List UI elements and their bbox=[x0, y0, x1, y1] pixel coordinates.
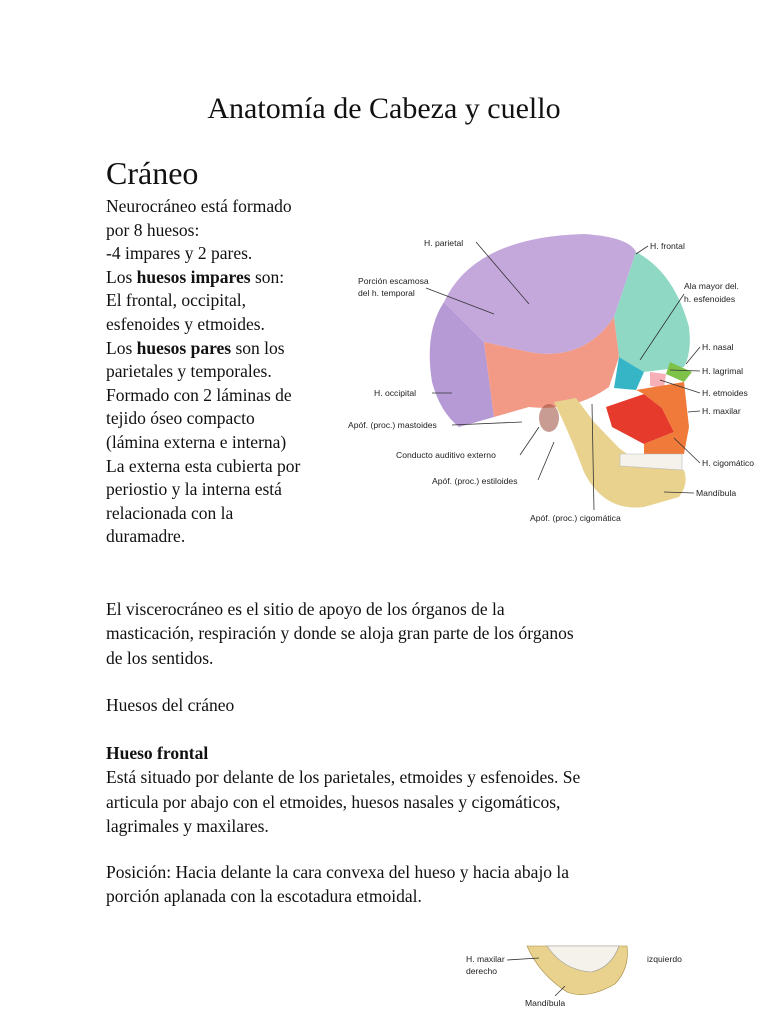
label-mastoides: Apóf. (proc.) mastoides bbox=[348, 420, 437, 430]
posicion-paragraph: Posición: Hacia delante la cara convexa del hueso y hacia abajo la porción aplanada con la escotadura etmoidal. bbox=[106, 862, 570, 907]
label-ala-1: Ala mayor del. bbox=[684, 281, 739, 291]
intro-line: tejido óseo compacto bbox=[106, 408, 255, 429]
intro-line: (lámina externa e interna) bbox=[106, 431, 287, 452]
intro-line: esfenoides y etmoides. bbox=[106, 313, 265, 334]
intro-line: periostio y la interna está bbox=[106, 479, 282, 500]
hueso-frontal-section: Hueso frontal Está situado por delante de los parietales, etmoides y esfenoides. Se articula por abajo con el etmoides, huesos nasales y cigomáticos, lagrimales y maxilares. bbox=[106, 741, 666, 839]
intro-line: parietales y temporales. bbox=[106, 361, 272, 382]
intro-line: Formado con 2 láminas de bbox=[106, 384, 292, 405]
bold-huesos-pares: huesos pares bbox=[136, 337, 232, 358]
label-ala-2: h. esfenoides bbox=[684, 294, 736, 304]
intro-line: Los huesos impares son: bbox=[106, 266, 285, 287]
label-etmoides: H. etmoides bbox=[702, 388, 748, 398]
intro-line: Los huesos pares son los bbox=[106, 337, 285, 358]
label-maxilar: H. maxilar bbox=[702, 406, 741, 416]
label-estiloides: Apóf. (proc.) estiloides bbox=[432, 476, 518, 486]
label-nasal: H. nasal bbox=[702, 342, 734, 352]
label-mandibula: Mandíbula bbox=[696, 488, 737, 498]
label-escamosa-2: del h. temporal bbox=[358, 288, 415, 298]
hueso-frontal-heading: Hueso frontal bbox=[106, 743, 209, 763]
label-escamosa-1: Porción escamosa bbox=[358, 276, 429, 286]
page-title: Anatomía de Cabeza y cuello bbox=[207, 92, 561, 125]
intro-line: El frontal, occipital, bbox=[106, 290, 246, 311]
intro-line: -4 impares y 2 pares. bbox=[106, 243, 253, 264]
label-lagrimal: H. lagrimal bbox=[702, 366, 744, 376]
label-maxilar-derecho-1: H. maxilar bbox=[466, 954, 505, 964]
label-conducto: Conducto auditivo externo bbox=[396, 450, 496, 460]
label-cigomatico: H. cigomático bbox=[702, 458, 755, 468]
label-mandibula-2: Mandíbula bbox=[525, 998, 566, 1008]
ear-canal bbox=[539, 404, 559, 432]
skull-illustration bbox=[344, 222, 764, 527]
huesos-subheading: Huesos del cráneo bbox=[106, 695, 235, 715]
intro-line: Neurocráneo está formado bbox=[106, 196, 292, 216]
intro-line: relacionada con la bbox=[106, 502, 234, 523]
section-heading-craneo: Cráneo bbox=[106, 155, 199, 191]
intro-text bbox=[106, 195, 342, 549]
label-parietal: H. parietal bbox=[424, 238, 464, 248]
label-maxilar-derecho-2: derecho bbox=[466, 966, 498, 976]
intro-line: La externa esta cubierta por bbox=[106, 455, 301, 476]
bold-huesos-impares: huesos impares bbox=[136, 266, 251, 287]
label-apof-cigomatica: Apóf. (proc.) cigomática bbox=[530, 513, 621, 523]
viscerocraneo-paragraph: El viscerocráneo es el sitio de apoyo de los órganos de la masticación, respiración y donde se aloja gran parte de los órganos de los sentidos. bbox=[106, 599, 574, 668]
intro-line: por 8 huesos: bbox=[106, 219, 200, 240]
label-frontal: H. frontal bbox=[650, 241, 685, 251]
label-izquierdo: izquierdo bbox=[647, 954, 682, 964]
mandible-illustration bbox=[455, 944, 705, 1019]
intro-line: duramadre. bbox=[106, 526, 186, 547]
label-occipital: H. occipital bbox=[374, 388, 417, 398]
